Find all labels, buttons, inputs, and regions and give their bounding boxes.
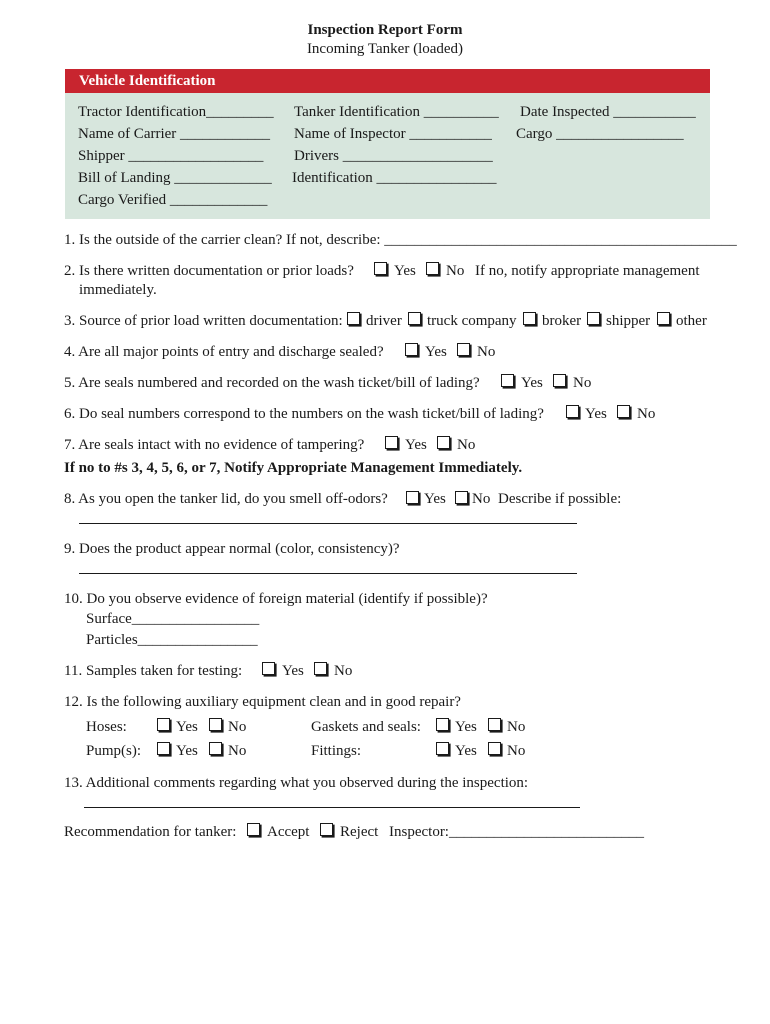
- pumps-no-checkbox[interactable]: [209, 742, 222, 755]
- q5-yes-label: Yes: [521, 375, 543, 391]
- q2-note: If no, notify appropriate management: [475, 263, 700, 279]
- fittings-yes-label: Yes: [455, 743, 477, 759]
- question-10: 10. Do you observe evidence of foreign material (identify if possible)?: [64, 591, 488, 607]
- date-inspected-field[interactable]: Date Inspected ___________: [520, 104, 696, 120]
- vehicle-identification-header: [65, 69, 710, 93]
- gaskets-yes-checkbox[interactable]: [436, 718, 449, 731]
- fittings-no-label: No: [507, 743, 526, 759]
- q8-describe-label: Describe if possible:: [498, 491, 622, 507]
- question-8: 8. As you open the tanker lid, do you smell off-odors?: [64, 491, 388, 507]
- q3-truck-company-label: truck company: [427, 313, 517, 329]
- q5-no-checkbox[interactable]: [553, 374, 566, 387]
- q7-yes-checkbox[interactable]: [385, 436, 398, 449]
- question-4: 4. Are all major points of entry and discharge sealed?: [64, 344, 384, 360]
- fittings-no-checkbox[interactable]: [488, 742, 501, 755]
- q3-driver-label: driver: [366, 313, 402, 329]
- q4-no-label: No: [477, 344, 496, 360]
- q2-yes-label: Yes: [394, 263, 416, 279]
- identification-field[interactable]: Identification ________________: [292, 170, 497, 186]
- accept-checkbox[interactable]: [247, 823, 260, 836]
- fittings-yes-checkbox[interactable]: [436, 742, 449, 755]
- question-13: 13. Additional comments regarding what you observed during the inspection:: [64, 775, 529, 791]
- inspector-signature-field[interactable]: Inspector:__________________________: [389, 824, 644, 840]
- pumps-yes-label: Yes: [176, 743, 198, 759]
- q2-no-checkbox[interactable]: [426, 262, 439, 275]
- question-3: 3. Source of prior load written documentation:: [64, 313, 343, 329]
- q6-no-label: No: [637, 406, 656, 422]
- q7-no-checkbox[interactable]: [437, 436, 450, 449]
- hoses-yes-checkbox[interactable]: [157, 718, 170, 731]
- pumps-label: Pump(s):: [86, 743, 142, 759]
- question-1[interactable]: 1. Is the outside of the carrier clean? If not, describe: _______________________________________________: [64, 232, 737, 248]
- q7-no-label: No: [457, 437, 476, 453]
- form-subtitle: Incoming Tanker (loaded): [306, 41, 464, 57]
- q8-answer-line[interactable]: [79, 523, 577, 524]
- gaskets-label: Gaskets and seals:: [311, 719, 421, 735]
- q3-other-checkbox[interactable]: [657, 312, 670, 325]
- question-5: 5. Are seals numbered and recorded on the wash ticket/bill of lading?: [64, 375, 480, 391]
- bill-of-landing-field[interactable]: Bill of Landing _____________: [78, 170, 272, 186]
- hoses-no-checkbox[interactable]: [209, 718, 222, 731]
- cargo-field[interactable]: Cargo _________________: [516, 126, 684, 142]
- question-9: 9. Does the product appear normal (color, consistency)?: [64, 541, 400, 557]
- q3-broker-checkbox[interactable]: [523, 312, 536, 325]
- q13-answer-line[interactable]: [84, 807, 580, 808]
- q4-yes-label: Yes: [425, 344, 447, 360]
- question-2: 2. Is there written documentation or prior loads?: [64, 263, 354, 279]
- q8-yes-checkbox[interactable]: [406, 491, 419, 504]
- fittings-label: Fittings:: [311, 743, 362, 759]
- q2-yes-checkbox[interactable]: [374, 262, 387, 275]
- hoses-yes-label: Yes: [176, 719, 198, 735]
- q7-yes-label: Yes: [405, 437, 427, 453]
- q11-no-checkbox[interactable]: [314, 662, 327, 675]
- notify-management-notice: If no to #s 3, 4, 5, 6, or 7, Notify Appropriate Management Immediately.: [64, 460, 523, 476]
- gaskets-yes-label: Yes: [455, 719, 477, 735]
- question-6: 6. Do seal numbers correspond to the numbers on the wash ticket/bill of lading?: [64, 406, 544, 422]
- gaskets-no-checkbox[interactable]: [488, 718, 501, 731]
- hoses-no-label: No: [228, 719, 247, 735]
- q11-yes-label: Yes: [282, 663, 304, 679]
- q5-yes-checkbox[interactable]: [501, 374, 514, 387]
- question-7: 7. Are seals intact with no evidence of tampering?: [64, 437, 365, 453]
- q2-no-label: No: [446, 263, 465, 279]
- gaskets-no-label: No: [507, 719, 526, 735]
- reject-checkbox[interactable]: [320, 823, 333, 836]
- cargo-verified-field[interactable]: Cargo Verified _____________: [78, 192, 268, 208]
- accept-label: Accept: [267, 824, 310, 840]
- q5-no-label: No: [573, 375, 592, 391]
- carrier-field[interactable]: Name of Carrier ____________: [78, 126, 271, 142]
- reject-label: Reject: [340, 824, 379, 840]
- q3-shipper-checkbox[interactable]: [587, 312, 600, 325]
- drivers-field[interactable]: Drivers ____________________: [294, 148, 493, 164]
- q6-yes-label: Yes: [585, 406, 607, 422]
- recommendation-label: Recommendation for tanker:: [64, 824, 237, 840]
- tanker-id-field[interactable]: Tanker Identification __________: [294, 104, 499, 120]
- q3-other-label: other: [676, 313, 707, 329]
- q4-no-checkbox[interactable]: [457, 343, 470, 356]
- shipper-field[interactable]: Shipper __________________: [78, 148, 264, 164]
- q8-no-label: No: [472, 491, 491, 507]
- pumps-yes-checkbox[interactable]: [157, 742, 170, 755]
- question-11: 11. Samples taken for testing:: [64, 663, 243, 679]
- q3-broker-label: broker: [542, 313, 582, 329]
- q2-note-continued: immediately.: [79, 282, 157, 298]
- particles-field[interactable]: Particles________________: [86, 632, 258, 648]
- q8-no-checkbox[interactable]: [455, 491, 468, 504]
- tractor-id-field[interactable]: Tractor Identification_________: [78, 104, 274, 120]
- q4-yes-checkbox[interactable]: [405, 343, 418, 356]
- surface-field[interactable]: Surface_________________: [86, 611, 260, 627]
- q8-yes-label: Yes: [424, 491, 446, 507]
- q6-yes-checkbox[interactable]: [566, 405, 579, 418]
- pumps-no-label: No: [228, 743, 247, 759]
- q3-truck-company-checkbox[interactable]: [408, 312, 421, 325]
- hoses-label: Hoses:: [86, 719, 127, 735]
- q11-no-label: No: [334, 663, 353, 679]
- inspector-name-field[interactable]: Name of Inspector ___________: [294, 126, 492, 142]
- vehicle-identification-heading: Vehicle Identification: [79, 73, 216, 89]
- form-title: Inspection Report Form: [307, 22, 463, 38]
- q6-no-checkbox[interactable]: [617, 405, 630, 418]
- q3-shipper-label: shipper: [606, 313, 651, 329]
- q11-yes-checkbox[interactable]: [262, 662, 275, 675]
- q9-answer-line[interactable]: [79, 573, 577, 574]
- question-12: 12. Is the following auxiliary equipment clean and in good repair?: [64, 694, 461, 710]
- q3-driver-checkbox[interactable]: [347, 312, 360, 325]
